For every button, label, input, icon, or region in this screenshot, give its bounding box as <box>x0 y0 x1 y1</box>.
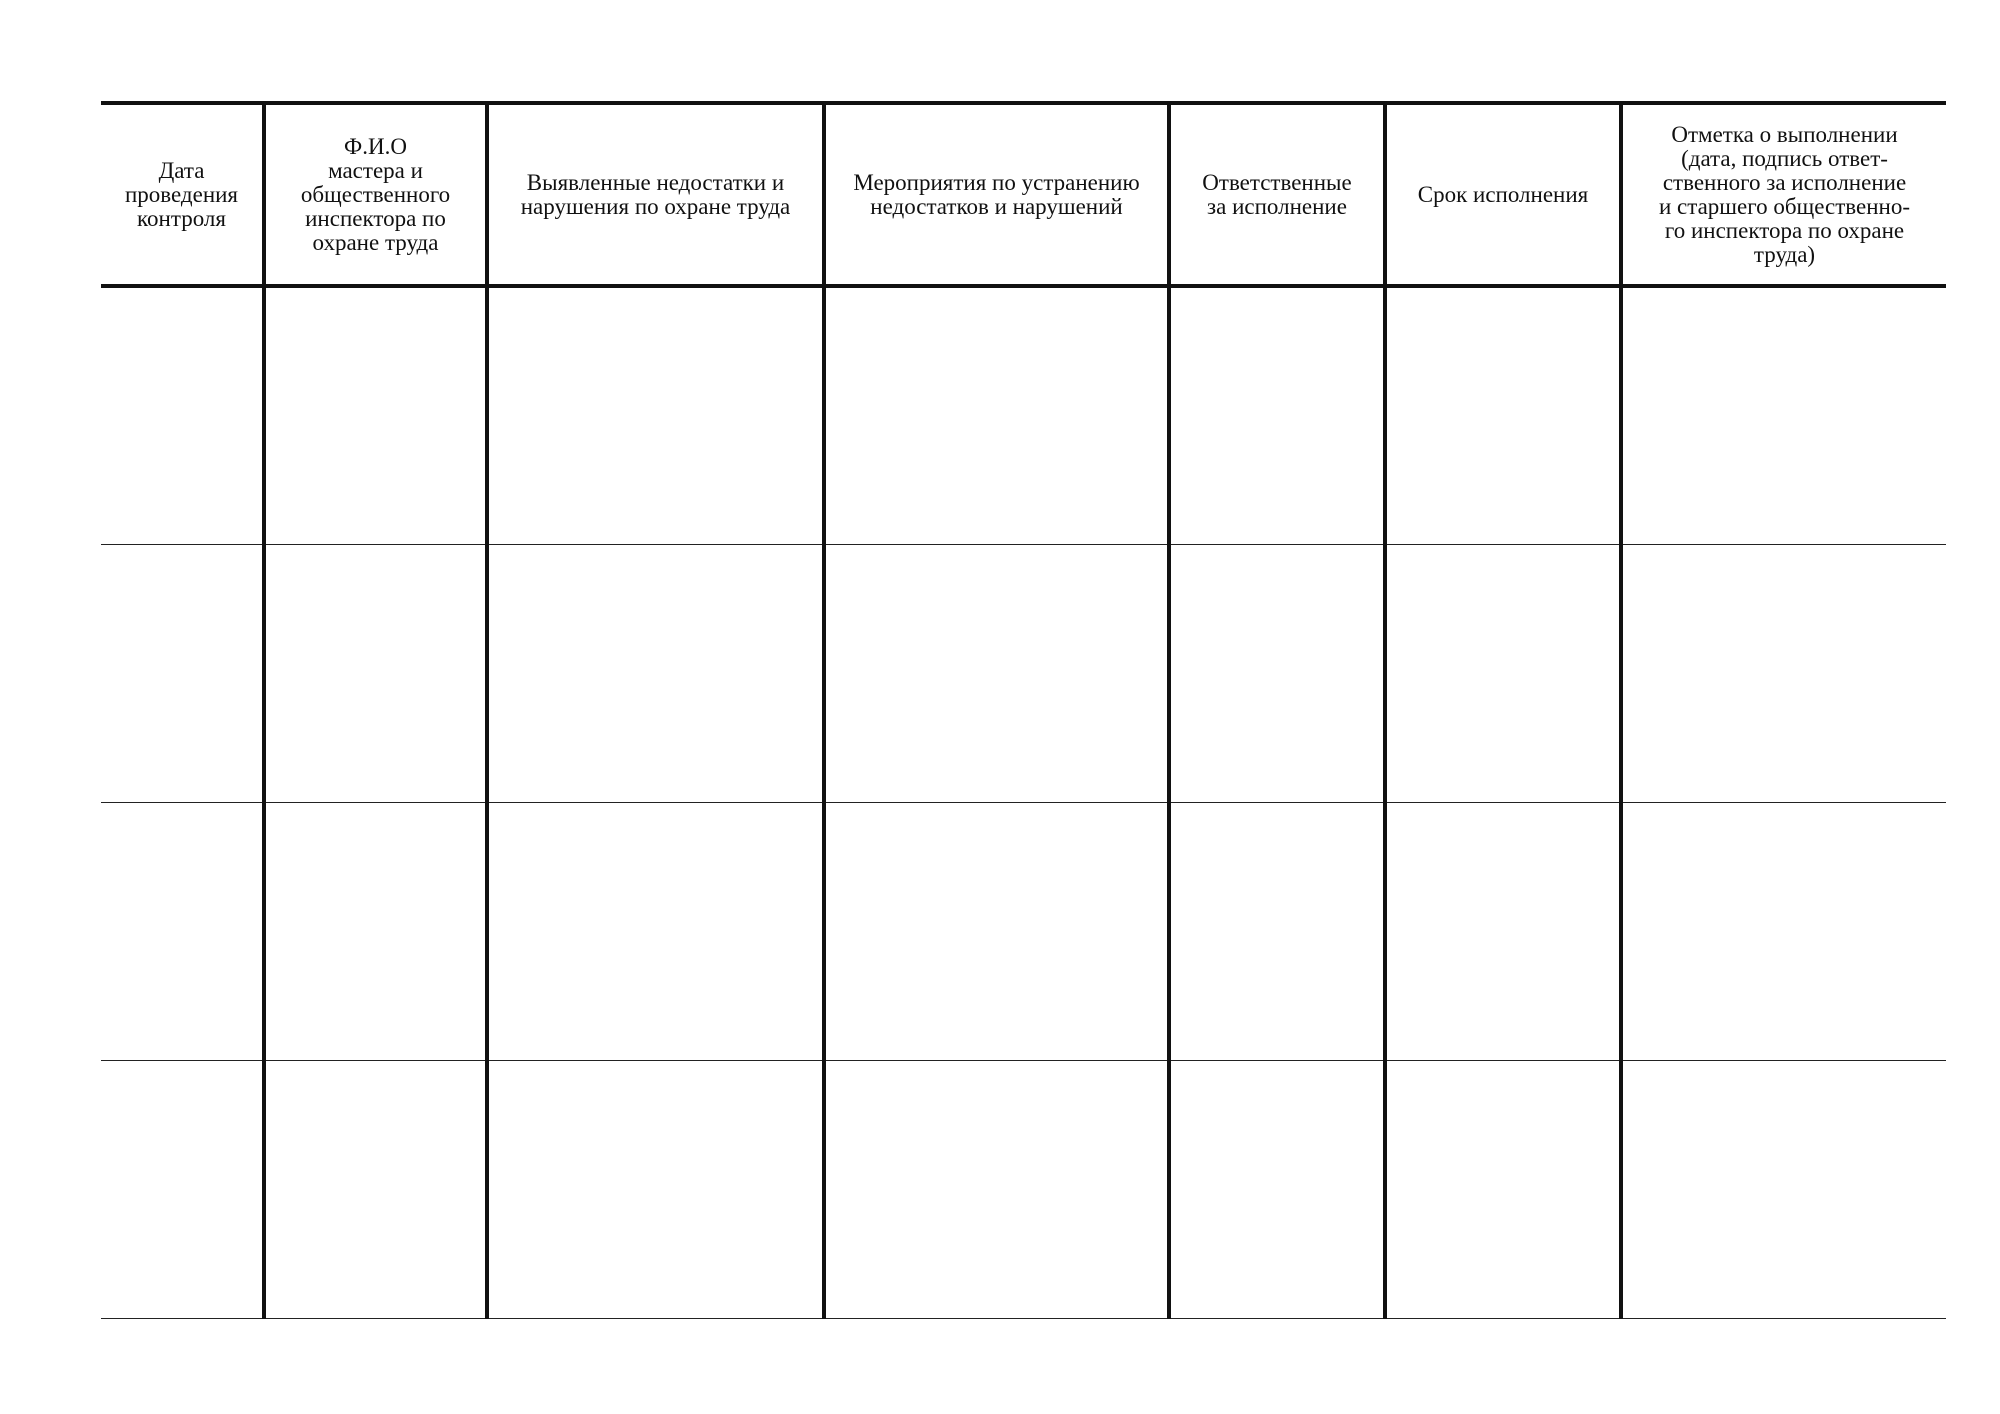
header-line: Срок исполнения <box>1417 181 1589 207</box>
inspection-log-table <box>101 101 1946 1319</box>
table-cell[interactable] <box>1621 802 1946 1060</box>
header-line: общественного <box>300 181 451 207</box>
table-cell[interactable] <box>1621 286 1946 544</box>
table-cell[interactable] <box>101 1060 264 1318</box>
column-header-inspector-name <box>264 103 487 286</box>
header-line: мастера и <box>328 157 423 183</box>
table-body <box>101 286 1946 1318</box>
table-cell[interactable] <box>487 1060 824 1318</box>
table-cell[interactable] <box>101 286 264 544</box>
header-line: го инспектора по охране <box>1664 217 1905 243</box>
column-header-control-date <box>101 103 264 286</box>
table-cell[interactable] <box>1385 544 1621 802</box>
column-header-completion-mark <box>1621 103 1946 286</box>
header-line: труда) <box>1753 241 1816 267</box>
table-cell[interactable] <box>487 286 824 544</box>
table-cell[interactable] <box>824 286 1169 544</box>
table-cell[interactable] <box>1169 544 1385 802</box>
header-line: Отметка о выполнении <box>1671 121 1898 147</box>
table-row <box>101 1060 1946 1318</box>
table-cell[interactable] <box>1385 286 1621 544</box>
header-line: контроля <box>137 205 226 231</box>
table-cell[interactable] <box>101 802 264 1060</box>
table-cell[interactable] <box>1621 1060 1946 1318</box>
table-header <box>101 103 1946 286</box>
header-line: Выявленные недостатки и <box>526 169 785 195</box>
header-line: за исполнение <box>1207 193 1347 219</box>
header-line: охране труда <box>312 229 439 255</box>
column-header-deadline <box>1385 103 1621 286</box>
header-line: и старшего общественно- <box>1658 193 1910 219</box>
header-line: Ф.И.О <box>344 133 407 159</box>
table-row <box>101 802 1946 1060</box>
header-line: Мероприятия по устранению <box>853 169 1140 195</box>
header-line: недостатков и нарушений <box>870 193 1123 219</box>
table-cell[interactable] <box>264 544 487 802</box>
table-cell[interactable] <box>487 802 824 1060</box>
table-cell[interactable] <box>101 544 264 802</box>
column-header-responsible <box>1169 103 1385 286</box>
header-line: Дата <box>158 157 205 183</box>
table-cell[interactable] <box>1169 802 1385 1060</box>
table-row <box>101 544 1946 802</box>
table-cell[interactable] <box>1621 544 1946 802</box>
table-cell[interactable] <box>1385 802 1621 1060</box>
header-row <box>101 103 1946 286</box>
table-cell[interactable] <box>824 544 1169 802</box>
column-header-identified-violations <box>487 103 824 286</box>
table-row <box>101 286 1946 544</box>
header-line: проведения <box>124 181 239 207</box>
column-header-corrective-measures <box>824 103 1169 286</box>
header-line: Ответственные <box>1202 169 1352 195</box>
header-line: (дата, подпись ответ- <box>1681 145 1888 171</box>
table-cell[interactable] <box>1385 1060 1621 1318</box>
table-cell[interactable] <box>264 1060 487 1318</box>
header-line: инспектора по <box>305 205 446 231</box>
header-line: ственного за исполнение <box>1662 169 1907 195</box>
header-line: нарушения по охране труда <box>520 193 791 219</box>
table-cell[interactable] <box>487 544 824 802</box>
table-cell[interactable] <box>1169 1060 1385 1318</box>
table-cell[interactable] <box>264 286 487 544</box>
table-cell[interactable] <box>264 802 487 1060</box>
table-cell[interactable] <box>1169 286 1385 544</box>
table-cell[interactable] <box>824 802 1169 1060</box>
table-cell[interactable] <box>824 1060 1169 1318</box>
